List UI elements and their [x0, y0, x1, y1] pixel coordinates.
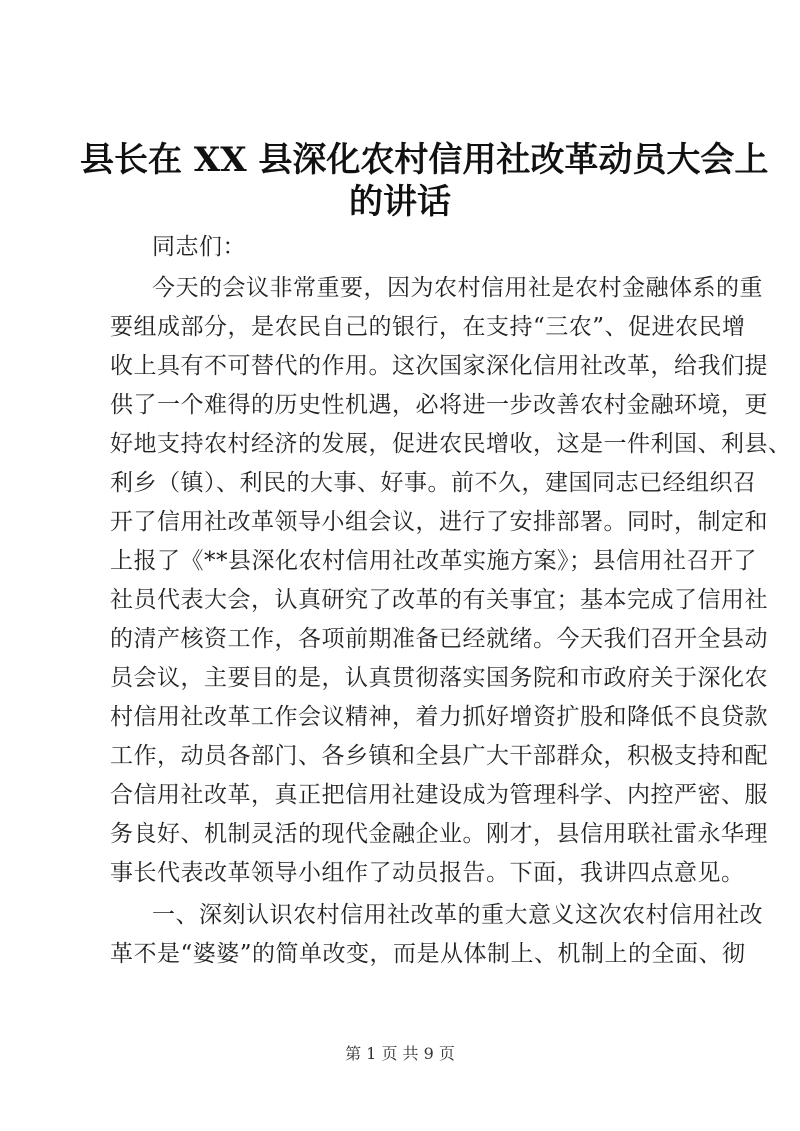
paragraph-line: 社员代表大会，认真研究了改革的有关事宜；基本完成了信用社 — [110, 587, 768, 613]
paragraph-line: 利乡（镇）、利民的大事、好事。前不久，建国同志已经组织召 — [110, 470, 757, 496]
paragraph-line: 开了信用社改革领导小组会议，进行了安排部署。同时，制定和 — [110, 509, 768, 535]
paragraph-line: 上报了《**县深化农村信用社改革实施方案》；县信用社召开了 — [110, 548, 757, 574]
paragraph-line: 一、深刻认识农村信用社改革的重大意义这次农村信用社改 — [152, 902, 763, 928]
paragraph-line: 收上具有不可替代的作用。这次国家深化信用社改革，给我们提 — [110, 353, 768, 379]
paragraph-line: 要组成部分，是农民自己的银行，在支持“三农”、促进农民增 — [110, 314, 746, 340]
paragraph-line: 今天的会议非常重要，因为农村信用社是农村金融体系的重 — [152, 275, 763, 301]
paragraph-line: 村信用社改革工作会议精神，着力抓好增资扩股和降低不良贷款 — [110, 704, 768, 730]
document-title-line-2: 的讲话 — [349, 182, 451, 222]
paragraph-line: 务良好、机制灵活的现代金融企业。刚才，县信用联社雷永华理 — [110, 821, 768, 847]
paragraph-line: 员会议，主要目的是，认真贯彻落实国务院和市政府关于深化农 — [110, 665, 768, 691]
paragraph-line: 革不是“婆婆”的简单改变，而是从体制上、机制上的全面、彻 — [110, 941, 746, 967]
paragraph-line: 工作，动员各部门、各乡镇和全县广大干部群众，积极支持和配 — [110, 743, 768, 769]
paragraph-line: 合信用社改革，真正把信用社建设成为管理科学、内控严密、服 — [110, 782, 768, 808]
paragraph-line: 好地支持农村经济的发展，促进农民增收，这是一件利国、利县、 — [110, 431, 792, 457]
salutation: 同志们： — [152, 234, 246, 260]
document-title-line-1: 县长在 XX 县深化农村信用社改革动员大会上 — [80, 140, 769, 180]
page-number-footer: 第 1 页 共 9 页 — [345, 1044, 455, 1063]
paragraph-line: 的清产核资工作，各项前期准备已经就绪。今天我们召开全县动 — [110, 626, 768, 652]
paragraph-line: 供了一个难得的历史性机遇，必将进一步改善农村金融环境，更 — [110, 392, 768, 418]
paragraph-line: 事长代表改革领导小组作了动员报告。下面，我讲四点意见。 — [110, 860, 745, 886]
